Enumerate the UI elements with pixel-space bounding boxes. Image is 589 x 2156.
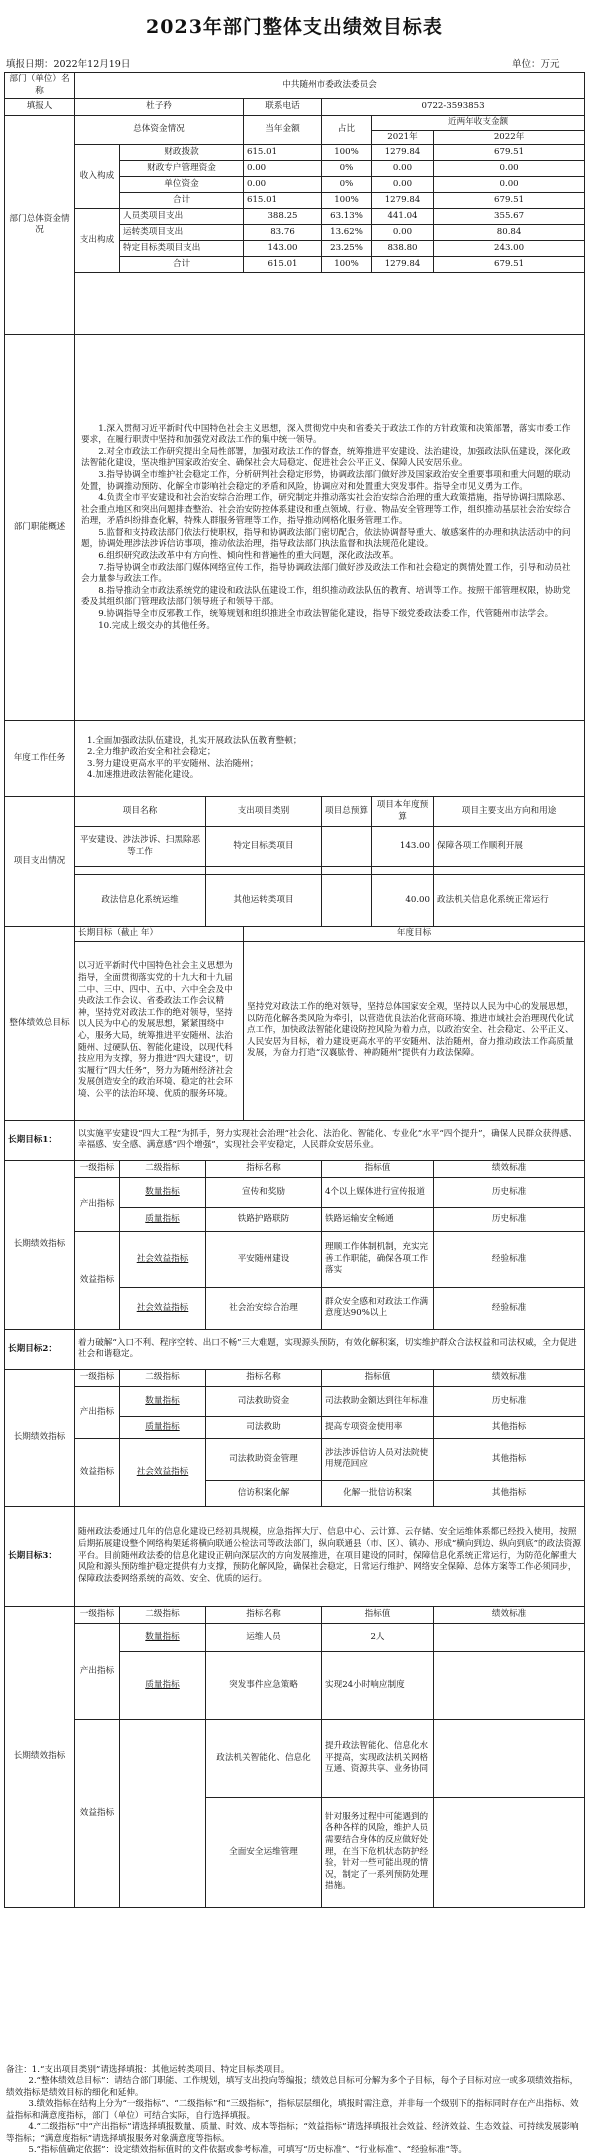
annual-tasks-row — [5, 721, 585, 797]
funds-total-header: 总体资金情况 — [75, 116, 244, 145]
metric-l1: 效益指标 — [75, 1231, 120, 1329]
project-row — [5, 875, 585, 927]
metric-value: 司法救助金额达到往年标准 — [322, 1386, 434, 1416]
overall-row — [5, 941, 585, 1120]
metric-std: 其他指标 — [434, 1416, 585, 1438]
goal2-h5: 绩效标准 — [434, 1369, 585, 1386]
project-use-header: 项目主要支出方向和用途 — [434, 797, 585, 827]
goal3-h3: 指标名称 — [206, 1606, 322, 1623]
goal3-perf-label: 长期绩效指标 — [5, 1606, 75, 1907]
expense-name: 合计 — [120, 257, 244, 273]
dept-row — [5, 73, 585, 99]
phone-value: 0722-3593853 — [322, 99, 585, 116]
metric-name: 政法机关智能化、信息化 — [206, 1719, 322, 1797]
project-total — [322, 827, 372, 867]
expense-name: 特定目标类项目支出 — [120, 241, 244, 257]
goal3-metric-row — [5, 1719, 585, 1797]
income-label: 收入构成 — [75, 145, 120, 209]
goal3-metric-row — [5, 1623, 585, 1651]
income-ratio: 100% — [322, 145, 372, 161]
goal1-header — [5, 1160, 585, 1177]
task-item: 2.全力维护政治安全和社会稳定； — [87, 747, 216, 758]
goal3-h1: 一级指标 — [75, 1606, 120, 1623]
project-annual: 143.00 — [372, 827, 434, 867]
duty-item: 1.深入贯彻习近平新时代中国特色社会主义思想，深入贯彻党中央和省委关于政法工作的方针政策和决策部署，落实市委工作要求，在履行职责中坚持和加强党对政法工作的集中统一领导。 — [81, 423, 571, 446]
goal1-h5: 绩效标准 — [434, 1160, 585, 1177]
metric-std — [434, 1797, 585, 1907]
projects-header — [5, 797, 585, 827]
expense-2022: 679.51 — [434, 257, 585, 273]
task-item: 4.加速推进政法智能化建设。 — [87, 770, 199, 781]
expense-current: 83.76 — [244, 225, 322, 241]
funds-header — [5, 116, 585, 131]
duty-item: 2.对全市政法工作研究提出全局性部署，加强对政法工作的督查，统筹推进平安建设、法治建设，加强政法队伍建设，深化政法智能化建设，坚决维护国家政治安全、确保社会大局稳定、促进社会公平正义、保障人民安居乐业。 — [81, 446, 571, 469]
project-total — [322, 875, 372, 927]
expense-2021: 0.00 — [372, 225, 434, 241]
funds-spacer-row — [5, 273, 585, 335]
metric-l2: 社会效益指标 — [120, 1231, 206, 1287]
metric-l2: 数量指标 — [120, 1386, 206, 1416]
project-name: 政法信息化系统运维 — [75, 875, 206, 927]
expense-ratio: 100% — [322, 257, 372, 273]
expense-row — [5, 209, 585, 225]
income-2022: 0.00 — [434, 177, 585, 193]
metric-std: 历史标准 — [434, 1177, 585, 1207]
overall-header — [5, 927, 585, 942]
metric-value: 针对服务过程中可能遇到的各种各样的风险，维护人员需要结合身体的反应做好处理，在当下危机状态防护经验，针对一些可能出现的情况，制定了一系列预防处理措施。 — [322, 1797, 434, 1907]
duty-item: 7.指导协调全市政法部门媒体网络宣传工作，指导协调政法部门做好涉及政法工作和社会稳定的舆情处置工作，引导和动员社会力量参与政法工作。 — [81, 562, 571, 585]
metric-l1: 效益指标 — [75, 1438, 120, 1506]
reporter-row — [5, 99, 585, 116]
goal3-text: 随州政法委通过几年的信息化建设已经初具规模，应急指挥大厅、信息中心、云计算、云存储、安全运维体系都已经投入使用，按照后期拓展建设整个网络构架延将横向联通公检法司等政法部门，纵向联通县（市、区）、镇办、形成“横向到边、纵向到底”的政法资源平台。目前随州政法委的信息化建设正朝向深层次的方向发展推进，在项目建设的同时，保障信息化系统正常运行，为防范化解重大风险和源头预防维护稳定提供有力支撑，预防化解风险，确保社会稳定，日常运行维护、网络安全保障、总体方案等工作必须同步，保障政法委网络系统的高效、安全、优质的运行。 — [75, 1506, 585, 1606]
metric-std — [434, 1719, 585, 1797]
duty-item: 4.负责全市平安建设和社会治安综合治理工作，研究制定并推动落实社会治安综合治理的重大政策措施，指导协调扫黑除恶、社会重点地区和突出问题排查整治、社会治安防控体系建设和重点领域、行业、物品安全管理等工作，组织推动基层社会治安综合治理，矛盾纠纷排查化解，特殊人群服务管理等工作，指导推动网格化服务管理工作。 — [81, 493, 571, 527]
reporter-label: 填报人 — [5, 99, 75, 116]
income-current: 615.01 — [244, 193, 322, 209]
dept-label: 部门（单位）名称 — [5, 73, 75, 99]
metric-std: 经验标准 — [434, 1231, 585, 1287]
goal2-h2: 二级指标 — [120, 1369, 206, 1386]
project-use: 政法机关信息化系统正常运行 — [434, 875, 585, 927]
project-use: 保障各项工作顺利开展 — [434, 827, 585, 867]
metric-name: 信访积案化解 — [206, 1480, 322, 1506]
page-title: 2023年部门整体支出绩效目标表 — [146, 16, 443, 38]
duty-item: 6.组织研究政法改革中有方向性、倾向性和普遍性的重大问题，深化政法改革。 — [98, 551, 399, 562]
annual-tasks-text — [75, 721, 585, 797]
goal2-perf-label: 长期绩效指标 — [5, 1369, 75, 1506]
goal2-row — [5, 1329, 585, 1369]
expense-current: 388.25 — [244, 209, 322, 225]
goal1-h4: 指标值 — [322, 1160, 434, 1177]
goal1-label: 长期目标1： — [5, 1120, 75, 1160]
duty-item: 8.指导推动全市政法系统党的建设和政法队伍建设工作，组织推动政法队伍的教育、培训等工作。按照干部管理权限，协助党委及其组织部门管理政法部门领导班子和领导干部。 — [81, 585, 571, 608]
goal1-metric-row — [5, 1231, 585, 1287]
project-type: 其他运转类项目 — [206, 875, 322, 927]
metric-std — [434, 1623, 585, 1651]
metric-value: 实现24小时响应制度 — [322, 1651, 434, 1719]
metric-l1: 效益指标 — [75, 1719, 120, 1907]
income-name: 合计 — [120, 193, 244, 209]
metric-name: 全面安全运维管理 — [206, 1797, 322, 1907]
metric-value: 4个以上媒体进行宣传报道 — [322, 1177, 434, 1207]
metric-l2: 数量指标 — [120, 1177, 206, 1207]
goal1-h2: 二级指标 — [120, 1160, 206, 1177]
income-ratio: 0% — [322, 161, 372, 177]
duty-item: 3.指导协调全市维护社会稳定工作，分析研判社会稳定形势，协调政法部门做好涉及国家政治安全重要事项和重大问题的联动处置，协调推动预防、化解全市影响社会稳定的矛盾和风险，协调应对和处置重大突发事件。指导全市见义勇为工作。 — [81, 469, 571, 492]
goal1-h3: 指标名称 — [206, 1160, 322, 1177]
goal1-perf-label: 长期绩效指标 — [5, 1160, 75, 1329]
goal1-h1: 一级指标 — [75, 1160, 120, 1177]
project-spacer-cell — [206, 867, 322, 875]
annual-tasks-label: 年度工作任务 — [5, 721, 75, 797]
projects-label: 项目支出情况 — [5, 797, 75, 927]
income-ratio: 100% — [322, 193, 372, 209]
metric-std: 历史标准 — [434, 1386, 585, 1416]
income-2021: 1279.84 — [372, 193, 434, 209]
expense-2022: 80.84 — [434, 225, 585, 241]
duties-row — [5, 335, 585, 721]
expense-current: 143.00 — [244, 241, 322, 257]
task-item: 3.努力建设更高水平的平安随州、法治随州； — [87, 758, 259, 769]
expense-2022: 355.67 — [434, 209, 585, 225]
income-current: 615.01 — [244, 145, 322, 161]
project-name-header: 项目名称 — [75, 797, 206, 827]
funds-section-label: 部门总体资金情况 — [5, 116, 75, 335]
project-total-header: 项目总预算 — [322, 797, 372, 827]
project-spacer — [5, 867, 585, 875]
goal1-row — [5, 1120, 585, 1160]
metric-l2: 社会效益指标 — [120, 1287, 206, 1329]
goal2-metric-row — [5, 1386, 585, 1416]
income-name: 财政拨款 — [120, 145, 244, 161]
goal3-h2: 二级指标 — [120, 1606, 206, 1623]
project-type: 特定目标类项目 — [206, 827, 322, 867]
phone-label: 联系电话 — [244, 99, 322, 116]
expense-current: 615.01 — [244, 257, 322, 273]
income-2022: 679.51 — [434, 193, 585, 209]
goal2-h3: 指标名称 — [206, 1369, 322, 1386]
expense-label: 支出构成 — [75, 209, 120, 273]
reporter-value: 杜子矜 — [75, 99, 244, 116]
expense-ratio: 63.13% — [322, 209, 372, 225]
goal2-header — [5, 1369, 585, 1386]
duty-item: 9.协调指导全市反邪教工作，统筹规划和组织推进全市政法智能化建设，指导下级党委政法委工作，代管随州市法学会。 — [98, 609, 554, 620]
metric-l2: 社会效益指标 — [120, 1438, 206, 1506]
duty-item: 5.监督和支持政法部门依法行使职权，指导和协调政法部门密切配合，依法协调督导重大、敏感案件的办理和执法活动中的问题，协调处理涉法涉诉信访事项，推动依法治理，指导政法部门执法监督和执法规范化建设。 — [81, 527, 571, 550]
income-name: 单位资金 — [120, 177, 244, 193]
metric-value: 2人 — [322, 1623, 434, 1651]
income-2022: 0.00 — [434, 161, 585, 177]
overall-long-header: 长期目标（截止 年） — [75, 927, 244, 942]
overall-year-text: 坚持党对政法工作的绝对领导，坚持总体国家安全观，坚持以人民为中心的发展思想，以防范化解各类风险为牵引，以营造优良法治化营商环境、推进市域社会治理现代化试点工作，加快政法智能化建设防控风险为着力点，以政治安全、社会稳定、公平正义、人民安居为目标，着力建设更高水平的平安随州、法治随州，奋力推动政法工作高质量发展，为奋力打造“汉襄肱骨、神韵随州”提供有力政法保障。 — [244, 941, 585, 1120]
metric-std: 其他指标 — [434, 1438, 585, 1480]
funds-ratio-header: 占比 — [322, 116, 372, 145]
metric-name: 运维人员 — [206, 1623, 322, 1651]
income-2021: 0.00 — [372, 161, 434, 177]
income-current: 0.00 — [244, 161, 322, 177]
goal3-h5: 绩效标准 — [434, 1606, 585, 1623]
metric-value: 提高专项资金使用率 — [322, 1416, 434, 1438]
duties-text — [75, 335, 585, 721]
metric-value: 提升政法智能化、信息化水平提高，实现政法机关网格互通、资源共享、业务协同 — [322, 1719, 434, 1797]
funds-spacer — [75, 273, 585, 335]
expense-name: 运转类项目支出 — [120, 225, 244, 241]
expense-ratio: 13.62% — [322, 225, 372, 241]
goal3-label: 长期目标3： — [5, 1506, 75, 1606]
metric-l2: 数量指标 — [120, 1623, 206, 1651]
note-item: 备注：1.“支出项目类别”请选择填报：其他运转类项目、特定目标类项目。 — [6, 2065, 290, 2075]
metric-name: 司法救助资金 — [206, 1386, 322, 1416]
project-spacer-cell — [75, 867, 206, 875]
metric-name: 铁路护路联防 — [206, 1207, 322, 1231]
goal3-header — [5, 1606, 585, 1623]
funds-recent-header: 近两年收支金额 — [372, 116, 585, 131]
goal1-text: 以实施平安建设“四大工程”为抓手，努力实现社会治理“社会化、法治化、智能化、专业化”水平“四个提升”，确保人民群众获得感、幸福感、安全感、满意感“四个增强”，实现社会平安稳定，人民群众安居乐业。 — [75, 1120, 585, 1160]
task-item: 1.全面加强政法队伍建设，扎实开展政法队伍教育整顿； — [87, 735, 302, 746]
expense-2021: 441.04 — [372, 209, 434, 225]
funds-2021-header: 2021年 — [372, 130, 434, 145]
goal2-text: 着力破解“入口不利、程序空转、出口不畅”三大难题，实现源头预防，有效化解积案，切实维护群众合法权益和司法权威，全力促进社会和谐稳定。 — [75, 1329, 585, 1369]
metric-l2 — [120, 1719, 206, 1907]
project-spacer-cell — [434, 867, 585, 875]
metric-l1: 产出指标 — [75, 1177, 120, 1231]
duties-label: 部门职能概述 — [5, 335, 75, 721]
project-spacer-cell — [322, 867, 372, 875]
metric-name: 宣传和奖励 — [206, 1177, 322, 1207]
expense-2022: 243.00 — [434, 241, 585, 257]
metric-l1: 产出指标 — [75, 1623, 120, 1719]
project-spacer-cell — [372, 867, 434, 875]
notes — [6, 2065, 584, 2156]
metric-std — [434, 1651, 585, 1719]
income-current: 0.00 — [244, 177, 322, 193]
dept-value: 中共随州市委政法委员会 — [75, 73, 585, 99]
metric-name: 平安随州建设 — [206, 1231, 322, 1287]
expense-ratio: 23.25% — [322, 241, 372, 257]
metric-name: 社会治安综合治理 — [206, 1287, 322, 1329]
income-name: 财政专户管理资金 — [120, 161, 244, 177]
income-ratio: 0% — [322, 177, 372, 193]
performance-table — [4, 72, 585, 1908]
note-item: 5.“指标值确定依据”：设定绩效指标值时的文件依据或参考标准，可填写“历史标准”、“行业标准”、“经验标准”等。 — [28, 2144, 468, 2155]
funds-2022-header: 2022年 — [434, 130, 585, 145]
metric-value: 铁路运输安全畅通 — [322, 1207, 434, 1231]
metric-name: 司法救助 — [206, 1416, 322, 1438]
metric-l2: 质量指标 — [120, 1416, 206, 1438]
metric-name: 突发事件应急策略 — [206, 1651, 322, 1719]
duty-item: 10.完成上级交办的其他任务。 — [98, 620, 215, 631]
goal2-h4: 指标值 — [322, 1369, 434, 1386]
metric-value: 理顺工作体制机制，充实完善工作职能，确保各项工作落实 — [322, 1231, 434, 1287]
goal2-h1: 一级指标 — [75, 1369, 120, 1386]
note-item: 2.“整体绩效总目标”：请结合部门职能、工作规划，填写支出投向等编报；绩效总目标可分解为多个子目标，每个子目标对应一或多项绩效指标，绩效指标是绩效目标的细化和延伸。 — [6, 2076, 579, 2098]
project-name: 平安建设、涉法涉诉、扫黑除恶等工作 — [75, 827, 206, 867]
goal3-row — [5, 1506, 585, 1606]
metric-l2: 质量指标 — [120, 1207, 206, 1231]
project-annual-header: 项目本年度预算 — [372, 797, 434, 827]
goal2-label: 长期目标2： — [5, 1329, 75, 1369]
income-2021: 0.00 — [372, 177, 434, 193]
metric-std: 历史标准 — [434, 1207, 585, 1231]
note-item: 4.“二级指标”中“产出指标”请选择填报数量、质量、时效、成本等指标；“效益指标”请选择填报社会效益、经济效益、生态效益、可持续发展影响等指标；“满意度指标”请选择填报服务对象满意度等指标。 — [6, 2122, 579, 2144]
overall-year-header: 年度目标 — [244, 927, 585, 942]
funds-current-header: 当年金额 — [244, 116, 322, 145]
expense-2021: 838.80 — [372, 241, 434, 257]
goal3-h4: 指标值 — [322, 1606, 434, 1623]
metric-std: 经验标准 — [434, 1287, 585, 1329]
income-row — [5, 145, 585, 161]
unit-label: 单位：万元 — [512, 59, 560, 70]
metric-std: 其他指标 — [434, 1480, 585, 1506]
metric-value: 涉法涉诉信访人员对法院使用规范回应 — [322, 1438, 434, 1480]
project-row — [5, 827, 585, 867]
project-type-header: 支出项目类别 — [206, 797, 322, 827]
metric-l2: 质量指标 — [120, 1651, 206, 1719]
income-2022: 679.51 — [434, 145, 585, 161]
overall-label: 整体绩效总目标 — [5, 927, 75, 1121]
fill-date: 填报日期：2022年12月19日 — [6, 59, 131, 70]
metric-l1: 产出指标 — [75, 1386, 120, 1438]
income-2021: 1279.84 — [372, 145, 434, 161]
project-annual: 40.00 — [372, 875, 434, 927]
metric-name: 司法救助资金管理 — [206, 1438, 322, 1480]
metric-value: 化解一批信访积案 — [322, 1480, 434, 1506]
metric-value: 群众安全感和对政法工作满意度达90%以上 — [322, 1287, 434, 1329]
expense-name: 人员类项目支出 — [120, 209, 244, 225]
expense-2021: 1279.84 — [372, 257, 434, 273]
goal1-metric-row — [5, 1177, 585, 1207]
note-item: 3.绩效指标在结构上分为“一级指标”、“二级指标”和“三级指标”，指标层层细化，填报时需注意，并非每一个级别下的指标同时存在产出指标、效益指标和满意度指标，部门（单位）可结合实际，自行选择填报。 — [6, 2099, 579, 2121]
overall-long-text: 以习近平新时代中国特色社会主义思想为指导，全面贯彻落实党的十九大和十九届二中、三中、四中、五中、六中全会及中央政法工作会议、省委政法工作会议精神，坚持党对政法工作的绝对领导，坚持以人民为中心的发展思想，紧紧围绕中心，服务大局，统筹推进平安随州、法治随州、过硬队伍、智能化建设，以现代科技应用为支撑，努力推进“四大建设”，切实履行“四大任务”，努力为随州经济社会发展创造安全的政治环境、稳定的社会环境、公平的法治环境、优质的服务环境。 — [75, 941, 244, 1120]
goal2-metric-row — [5, 1438, 585, 1480]
